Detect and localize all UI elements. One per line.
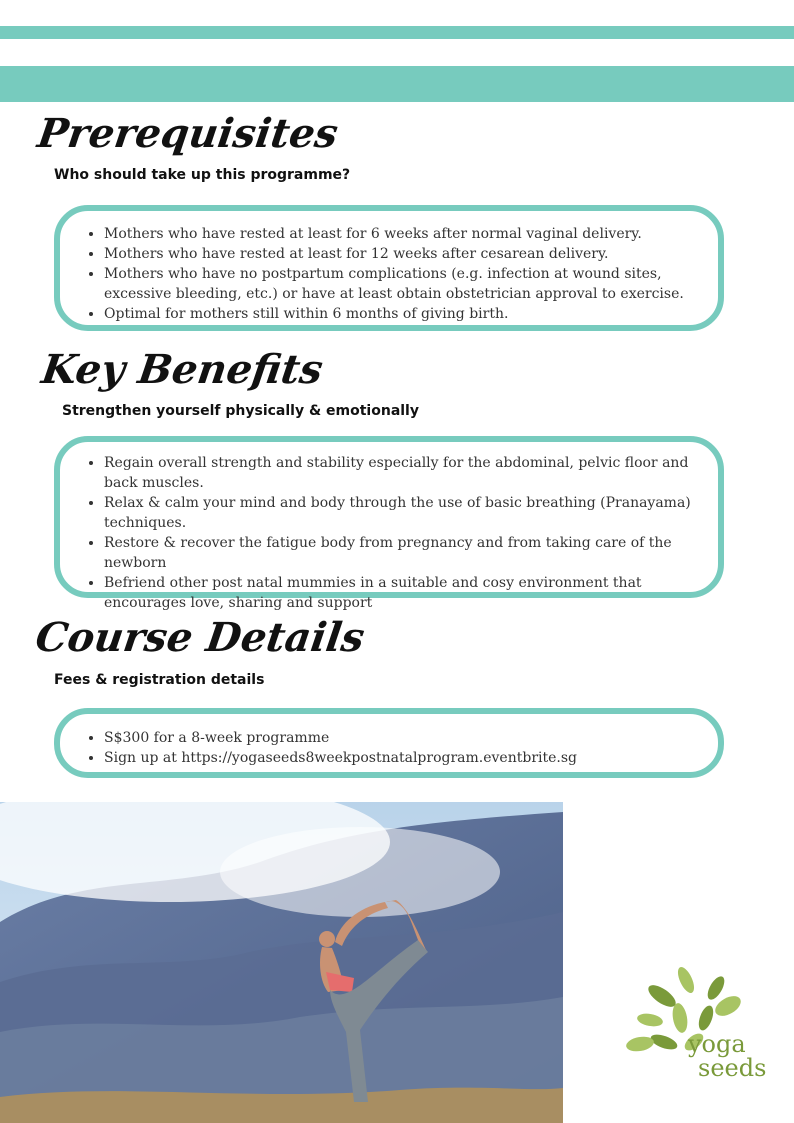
prerequisites-subheading: Who should take up this programme? xyxy=(54,167,351,183)
list-item: • Mothers who have no postpartum complications (e.g. infection at wound sites, excessive bleeding, etc.) or have at least obtain obstetrician approval to exercise. xyxy=(104,264,718,304)
yoga-pose-photo xyxy=(0,802,563,1123)
course-details-box xyxy=(54,708,724,778)
list-item: • Sign up at https://yogaseeds8weekpostnatalprogram.eventbrite.sg xyxy=(104,748,718,768)
list-item: • S$300 for a 8-week programme xyxy=(104,728,718,748)
key-benefits-heading: Key Benefits xyxy=(38,346,326,393)
list-item: • Relax & calm your mind and body through the use of basic breathing (Pranayama) techniques. xyxy=(104,493,718,533)
list-item: • Restore & recover the fatigue body from pregnancy and from taking care of the newborn xyxy=(104,533,718,573)
course-details-list xyxy=(60,728,718,768)
logo-line2: seeds xyxy=(698,1054,767,1082)
prerequisites-heading: Prerequisites xyxy=(34,110,341,157)
top-accent-bar-thick xyxy=(0,66,794,102)
list-item: • Optimal for mothers still within 6 months of giving birth. xyxy=(104,304,718,324)
logo-line1: yoga xyxy=(688,1030,746,1058)
prerequisites-box xyxy=(54,205,724,331)
list-item: • Regain overall strength and stability especially for the abdominal, pelvic floor and back muscles. xyxy=(104,453,718,493)
course-details-subheading: Fees & registration details xyxy=(54,672,265,688)
key-benefits-list xyxy=(60,453,718,613)
list-item: • Mothers who have rested at least for 12 weeks after cesarean delivery. xyxy=(104,244,718,264)
key-benefits-subheading: Strengthen yourself physically & emotionally xyxy=(62,403,419,419)
photo-illustration xyxy=(0,802,563,1123)
key-benefits-box xyxy=(54,436,724,611)
prerequisites-list xyxy=(60,224,718,324)
course-details-heading: Course Details xyxy=(32,614,368,661)
yoga-seeds-logo xyxy=(624,958,784,1088)
top-accent-bar-thin xyxy=(0,26,794,39)
list-item: • Befriend other post natal mummies in a suitable and cosy environment that encourages love, sharing and support xyxy=(104,573,718,613)
list-item: • Mothers who have rested at least for 6 weeks after normal vaginal delivery. xyxy=(104,224,718,244)
